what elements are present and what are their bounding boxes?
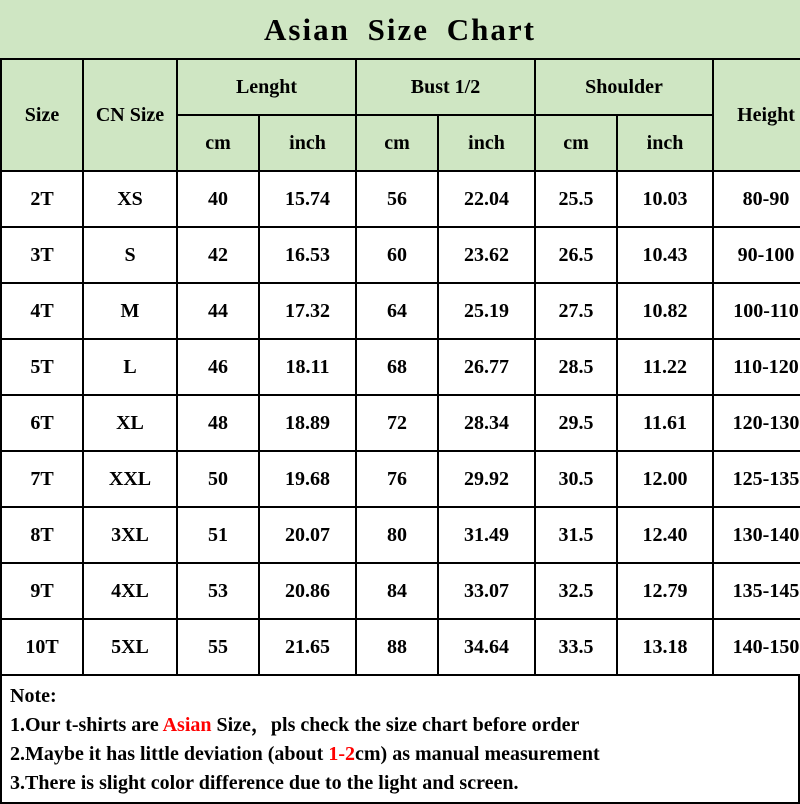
cell-shoulder-cm: 31.5 [535, 507, 617, 563]
cell-shoulder-cm: 25.5 [535, 171, 617, 227]
cell-bust-inch: 26.77 [438, 339, 535, 395]
cell-lenght-cm: 53 [177, 563, 259, 619]
cell-height-cm: 125-135 [713, 451, 800, 507]
cell-lenght-cm: 51 [177, 507, 259, 563]
page-title: Asian Size Chart [264, 12, 536, 47]
table-row [1, 619, 800, 675]
cell-cn-size: 3XL [83, 507, 177, 563]
cell-shoulder-inch: 10.43 [617, 227, 713, 283]
cell-lenght-cm: 55 [177, 619, 259, 675]
cell-bust-cm: 80 [356, 507, 438, 563]
table-row [1, 507, 800, 563]
note-1-highlight: Asian [162, 714, 212, 736]
cell-bust-cm: 72 [356, 395, 438, 451]
header-lenght-cm: cm [177, 115, 259, 171]
cell-shoulder-inch: 10.82 [617, 283, 713, 339]
cell-height-cm: 100-110 [713, 283, 800, 339]
cell-bust-inch: 29.92 [438, 451, 535, 507]
cell-bust-inch: 23.62 [438, 227, 535, 283]
cell-height-cm: 130-140 [713, 507, 800, 563]
header-shoulder-cm: cm [535, 115, 617, 171]
cell-shoulder-cm: 26.5 [535, 227, 617, 283]
cell-size: 9T [1, 563, 83, 619]
note-2-highlight: 1-2 [328, 743, 356, 765]
cell-size: 4T [1, 283, 83, 339]
header-bust-cm: cm [356, 115, 438, 171]
cell-shoulder-inch: 12.40 [617, 507, 713, 563]
cell-cn-size: 4XL [83, 563, 177, 619]
header-height: Height [713, 59, 800, 171]
cell-lenght-inch: 16.53 [259, 227, 356, 283]
note-2-text-a: 2.Maybe it has little deviation (about [10, 743, 329, 765]
cell-bust-inch: 28.34 [438, 395, 535, 451]
cell-bust-inch: 25.19 [438, 283, 535, 339]
cell-shoulder-cm: 32.5 [535, 563, 617, 619]
asian-size-chart-table [0, 58, 800, 676]
header-bust: Bust 1/2 [356, 59, 535, 115]
table-row [1, 451, 800, 507]
cell-bust-cm: 68 [356, 339, 438, 395]
cell-lenght-cm: 46 [177, 339, 259, 395]
cell-bust-inch: 22.04 [438, 171, 535, 227]
cell-height-cm: 90-100 [713, 227, 800, 283]
cell-lenght-inch: 17.32 [259, 283, 356, 339]
cell-cn-size: S [83, 227, 177, 283]
cell-height-cm: 140-150 [713, 619, 800, 675]
cell-shoulder-inch: 12.00 [617, 451, 713, 507]
cell-size: 10T [1, 619, 83, 675]
cell-lenght-inch: 19.68 [259, 451, 356, 507]
notes-section [0, 676, 800, 804]
note-line-2 [10, 740, 790, 769]
table-row [1, 395, 800, 451]
cell-cn-size: L [83, 339, 177, 395]
cell-cn-size: XL [83, 395, 177, 451]
cell-bust-inch: 33.07 [438, 563, 535, 619]
cell-height-cm: 120-130 [713, 395, 800, 451]
header-lenght: Lenght [177, 59, 356, 115]
cell-bust-inch: 31.49 [438, 507, 535, 563]
cell-size: 2T [1, 171, 83, 227]
note-1-text-b: Size，pls check the size chart before order [211, 714, 580, 736]
table-body [1, 171, 800, 675]
note-2-text-b: cm) as manual measurement [355, 743, 600, 765]
cell-bust-cm: 64 [356, 283, 438, 339]
notes-heading: Note: [10, 685, 57, 707]
cell-lenght-inch: 20.07 [259, 507, 356, 563]
header-shoulder-inch: inch [617, 115, 713, 171]
cell-shoulder-inch: 10.03 [617, 171, 713, 227]
cell-lenght-cm: 50 [177, 451, 259, 507]
cell-shoulder-cm: 29.5 [535, 395, 617, 451]
cell-height-cm: 80-90 [713, 171, 800, 227]
cell-lenght-inch: 21.65 [259, 619, 356, 675]
table-row [1, 283, 800, 339]
cell-lenght-cm: 42 [177, 227, 259, 283]
cell-size: 3T [1, 227, 83, 283]
cell-shoulder-inch: 11.22 [617, 339, 713, 395]
cell-lenght-inch: 18.11 [259, 339, 356, 395]
cell-shoulder-inch: 13.18 [617, 619, 713, 675]
table-row [1, 171, 800, 227]
cell-size: 7T [1, 451, 83, 507]
cell-bust-cm: 56 [356, 171, 438, 227]
cell-shoulder-cm: 28.5 [535, 339, 617, 395]
cell-lenght-inch: 15.74 [259, 171, 356, 227]
cell-cn-size: XXL [83, 451, 177, 507]
cell-bust-cm: 60 [356, 227, 438, 283]
cell-cn-size: M [83, 283, 177, 339]
cell-lenght-inch: 18.89 [259, 395, 356, 451]
cell-lenght-cm: 40 [177, 171, 259, 227]
cell-cn-size: 5XL [83, 619, 177, 675]
cell-cn-size: XS [83, 171, 177, 227]
note-line-3: 3.There is slight color difference due to the light and screen. [10, 772, 519, 794]
cell-lenght-cm: 48 [177, 395, 259, 451]
cell-shoulder-cm: 30.5 [535, 451, 617, 507]
header-bust-inch: inch [438, 115, 535, 171]
cell-size: 6T [1, 395, 83, 451]
cell-bust-cm: 76 [356, 451, 438, 507]
header-size: Size [1, 59, 83, 171]
header-shoulder: Shoulder [535, 59, 713, 115]
cell-size: 5T [1, 339, 83, 395]
table-head [1, 59, 800, 171]
cell-lenght-inch: 20.86 [259, 563, 356, 619]
table-row [1, 339, 800, 395]
cell-bust-cm: 84 [356, 563, 438, 619]
cell-shoulder-inch: 12.79 [617, 563, 713, 619]
cell-height-cm: 110-120 [713, 339, 800, 395]
cell-shoulder-cm: 27.5 [535, 283, 617, 339]
cell-bust-cm: 88 [356, 619, 438, 675]
cell-bust-inch: 34.64 [438, 619, 535, 675]
note-1-text-a: 1.Our t-shirts are [10, 714, 163, 736]
cell-size: 8T [1, 507, 83, 563]
cell-height-cm: 135-145 [713, 563, 800, 619]
table-row [1, 227, 800, 283]
cell-lenght-cm: 44 [177, 283, 259, 339]
header-cn-size: CN Size [83, 59, 177, 171]
table-row [1, 563, 800, 619]
cell-shoulder-inch: 11.61 [617, 395, 713, 451]
note-line-1 [10, 711, 790, 740]
header-lenght-inch: inch [259, 115, 356, 171]
cell-shoulder-cm: 33.5 [535, 619, 617, 675]
table-header-group-row [1, 59, 800, 115]
